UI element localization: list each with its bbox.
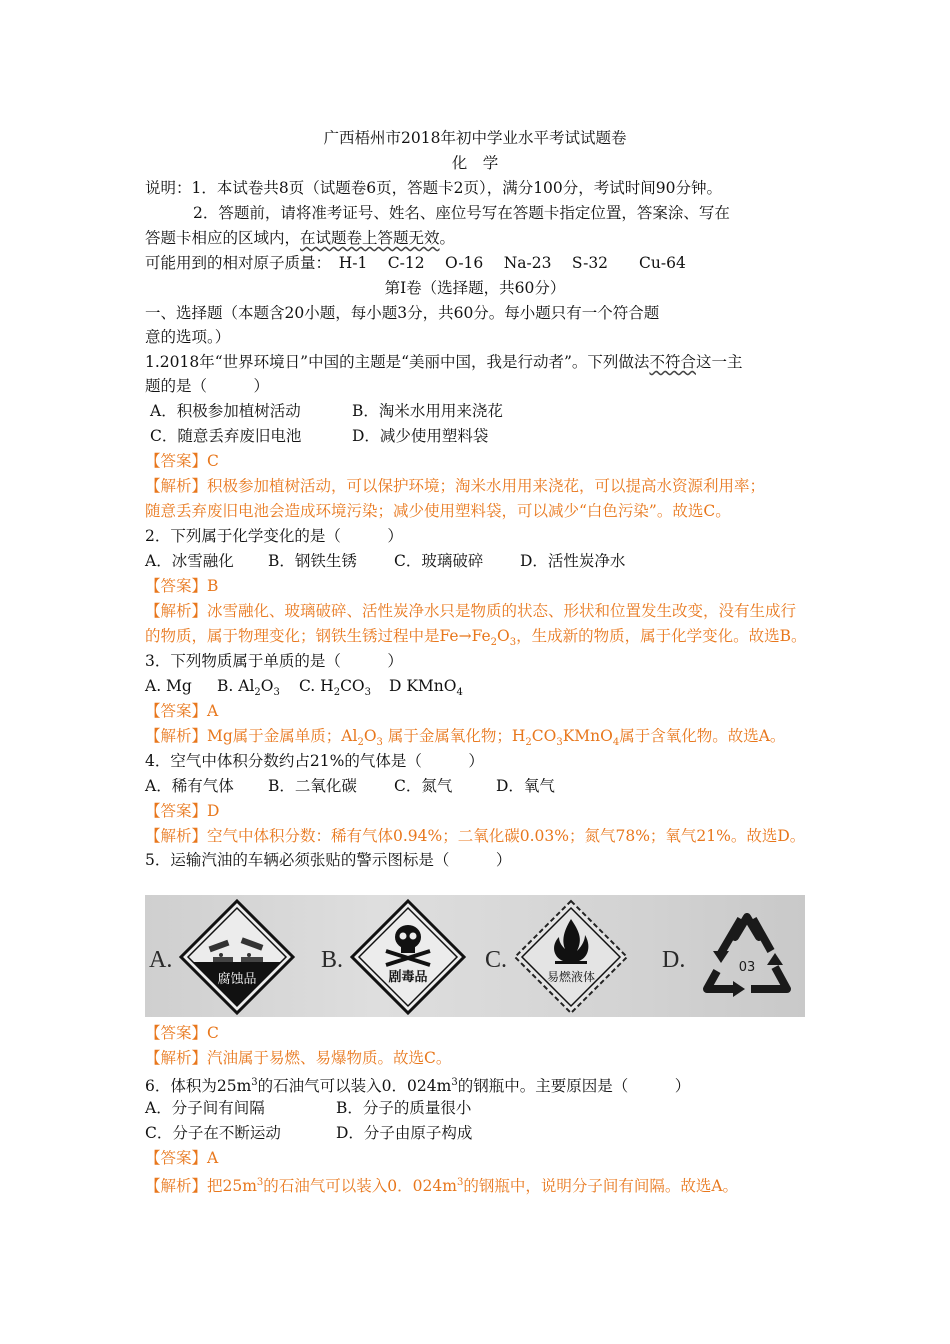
subscript: 3 xyxy=(376,737,383,749)
atomic-masses: 可能用到的相对原子质量： H-1 C-12 O-16 Na-23 S-32 Cu-64 xyxy=(145,254,686,272)
section-title: 第Ⅰ卷（选择题，共60分） xyxy=(384,279,566,297)
analysis-text: 的物质，属于物理变化；钢铁生锈过程中是Fe→Fe xyxy=(145,627,491,645)
flammable-flame-sign-icon xyxy=(513,899,629,1015)
q2-option-a: A．冰雪融化 xyxy=(145,552,234,570)
option-letter-b: B. xyxy=(321,947,344,973)
subscript: 2 xyxy=(525,737,532,749)
section-desc-2: 意的选项。） xyxy=(145,328,231,346)
q1-analysis-1: 【解析】积极参加植树活动，可以保护环境；淘米水用用来浇花，可以提高水资源利用率； xyxy=(145,477,766,495)
stem-text: 的钢瓶中。主要原因是（ ） xyxy=(457,1077,691,1096)
q6-answer: 【答案】A xyxy=(145,1149,219,1167)
subject-title: 化 学 xyxy=(451,154,499,172)
subscript: 4 xyxy=(456,687,463,699)
q4-option-a: A．稀有气体 xyxy=(145,777,234,795)
instruction-line-1: 说明：1．本试卷共8页（试题卷6页，答题卡2页），满分100分，考试时间90分钟。 xyxy=(145,179,723,197)
subscript: 2 xyxy=(357,737,364,749)
superscript: 3 xyxy=(251,1077,258,1088)
q1-answer: 【答案】C xyxy=(145,452,219,470)
emphasis-text: 在试题卷上答题无效 xyxy=(300,229,440,247)
stem-text: 这一主 xyxy=(695,353,743,371)
sign-d-label: 03 xyxy=(738,960,756,975)
q3-stem: 3．下列物质属于单质的是（ ） xyxy=(145,652,403,670)
instruction-line-3 xyxy=(145,228,455,248)
q1-option-b: B．淘米水用用来浇花 xyxy=(352,402,503,420)
analysis-text: KMnO xyxy=(562,727,613,745)
q4-option-d: D．氧气 xyxy=(496,777,555,795)
analysis-text: O xyxy=(497,627,510,645)
q1-option-c: C．随意丢弃废旧电池 xyxy=(150,427,302,445)
q3-answer: 【答案】A xyxy=(145,702,219,720)
emphasis-text: 不符合 xyxy=(649,353,696,371)
analysis-text: CO xyxy=(531,727,557,745)
q2-option-d: D．活性炭净水 xyxy=(520,552,626,570)
q3-option-d xyxy=(389,676,463,703)
analysis-text: 属于金属氧化物；H xyxy=(382,727,526,745)
q2-stem: 2．下列属于化学变化的是（ ） xyxy=(145,527,403,545)
option-letter-d: D. xyxy=(662,947,686,973)
option-text: B. Al xyxy=(217,677,255,695)
q2-option-c: C．玻璃破碎 xyxy=(394,552,484,570)
option-text: D KMnO xyxy=(389,677,457,695)
exam-title: 广西梧州市2018年初中学业水平考试试题卷 xyxy=(323,129,627,147)
q3-analysis xyxy=(145,726,785,753)
analysis-text: 【解析】Mg属于金属单质；Al xyxy=(145,727,358,745)
analysis-text: 【解析】把25m xyxy=(145,1177,257,1196)
instruction-text: 答题卡相应的区域内， xyxy=(145,229,301,247)
q6-option-c: C．分子在不断运动 xyxy=(145,1124,281,1142)
option-text: CO xyxy=(340,677,365,695)
option-text: O xyxy=(260,677,274,695)
q5-answer: 【答案】C xyxy=(145,1024,219,1042)
subscript: 2 xyxy=(490,637,498,649)
q2-option-b: B．钢铁生锈 xyxy=(268,552,357,570)
q6-option-a: A．分子间有间隔 xyxy=(145,1099,265,1117)
recycle-03-icon xyxy=(695,905,799,1009)
q4-answer: 【答案】D xyxy=(145,802,220,820)
analysis-text: 属于含氧化物。故选A。 xyxy=(619,727,786,745)
q5-stem: 5．运输汽油的车辆必须张贴的警示图标是（ ） xyxy=(145,851,512,869)
analysis-text: 的钢瓶中，说明分子间有间隔。故选A。 xyxy=(463,1177,739,1196)
q3-option-a: A. Mg xyxy=(145,677,192,695)
instruction-line-2: 2．答题前，请将准考证号、姓名、座位号写在答题卡指定位置，答案涂、写在 xyxy=(193,204,730,222)
q1-stem xyxy=(145,352,742,372)
q3-options xyxy=(145,676,463,703)
hazard-signs-photo xyxy=(145,895,805,1017)
q2-analysis-1: 【解析】冰雪融化、玻璃破碎、活性炭净水只是物质的状态、形状和位置发生改变，没有生成行 xyxy=(145,602,797,620)
q3-option-b xyxy=(217,676,299,703)
stem-text: 的石油气可以装入0．024m xyxy=(257,1077,452,1096)
analysis-text: 的石油气可以装入0．024m xyxy=(263,1177,457,1196)
subscript: 3 xyxy=(556,737,563,749)
subscript: 3 xyxy=(509,637,517,649)
corrosive-sign-icon xyxy=(179,899,295,1015)
sign-b-label: 剧毒品 xyxy=(388,970,428,985)
subscript: 2 xyxy=(333,687,341,699)
q6-stem xyxy=(145,1073,690,1096)
sign-a-label: 腐蚀品 xyxy=(217,972,257,987)
option-letter-c: C. xyxy=(485,947,508,973)
superscript: 3 xyxy=(451,1077,458,1088)
q2-analysis-2 xyxy=(145,626,807,653)
q4-analysis: 【解析】空气中体积分数：稀有气体0.94%；二氧化碳0.03%；氮气78%；氧气21%。故选D。 xyxy=(145,827,806,845)
q4-option-c: C．氮气 xyxy=(394,777,453,795)
stem-text: 1.2018年“世界环境日”中国的主题是“美丽中国，我是行动者”。下列做法 xyxy=(145,353,650,371)
q2-answer: 【答案】B xyxy=(145,577,219,595)
q1-option-a: A．积极参加植树活动 xyxy=(150,402,301,420)
q6-analysis xyxy=(145,1173,738,1196)
analysis-text: ，生成新的物质，属于化学变化。故选B。 xyxy=(516,627,807,645)
subscript: 4 xyxy=(612,737,620,749)
q1-option-d: D．减少使用塑料袋 xyxy=(352,427,489,445)
stem-text: 6．体积为25m xyxy=(145,1077,252,1096)
q1-analysis-2: 随意丢弃废旧电池会造成环境污染；减少使用塑料袋，可以减少“白色污染”。故选C。 xyxy=(145,502,731,520)
q6-option-b: B．分子的质量很小 xyxy=(336,1099,472,1117)
sign-c-label: 易燃液体 xyxy=(546,970,596,984)
q4-stem: 4．空气中体积分数约占21%的气体是（ ） xyxy=(145,752,484,770)
superscript: 3 xyxy=(256,1177,264,1188)
instruction-text: 。 xyxy=(439,229,456,247)
subscript: 2 xyxy=(254,687,261,699)
option-letter-a: A. xyxy=(149,947,173,973)
q4-option-b: B．二氧化碳 xyxy=(268,777,357,795)
subscript: 3 xyxy=(364,687,372,699)
toxic-skull-sign-icon xyxy=(350,899,466,1015)
q6-option-d: D．分子由原子构成 xyxy=(336,1124,473,1142)
section-desc-1: 一、选择题（本题含20小题，每小题3分，共60分。每小题只有一个符合题 xyxy=(145,304,660,322)
q5-analysis: 【解析】汽油属于易燃、易爆物质。故选C。 xyxy=(145,1049,452,1067)
superscript: 3 xyxy=(456,1177,464,1188)
option-text: C. H xyxy=(299,677,334,695)
q1-stem-2: 题的是（ ） xyxy=(145,377,270,395)
subscript: 3 xyxy=(273,687,280,699)
analysis-text: O xyxy=(363,727,377,745)
q3-option-c xyxy=(299,676,389,703)
